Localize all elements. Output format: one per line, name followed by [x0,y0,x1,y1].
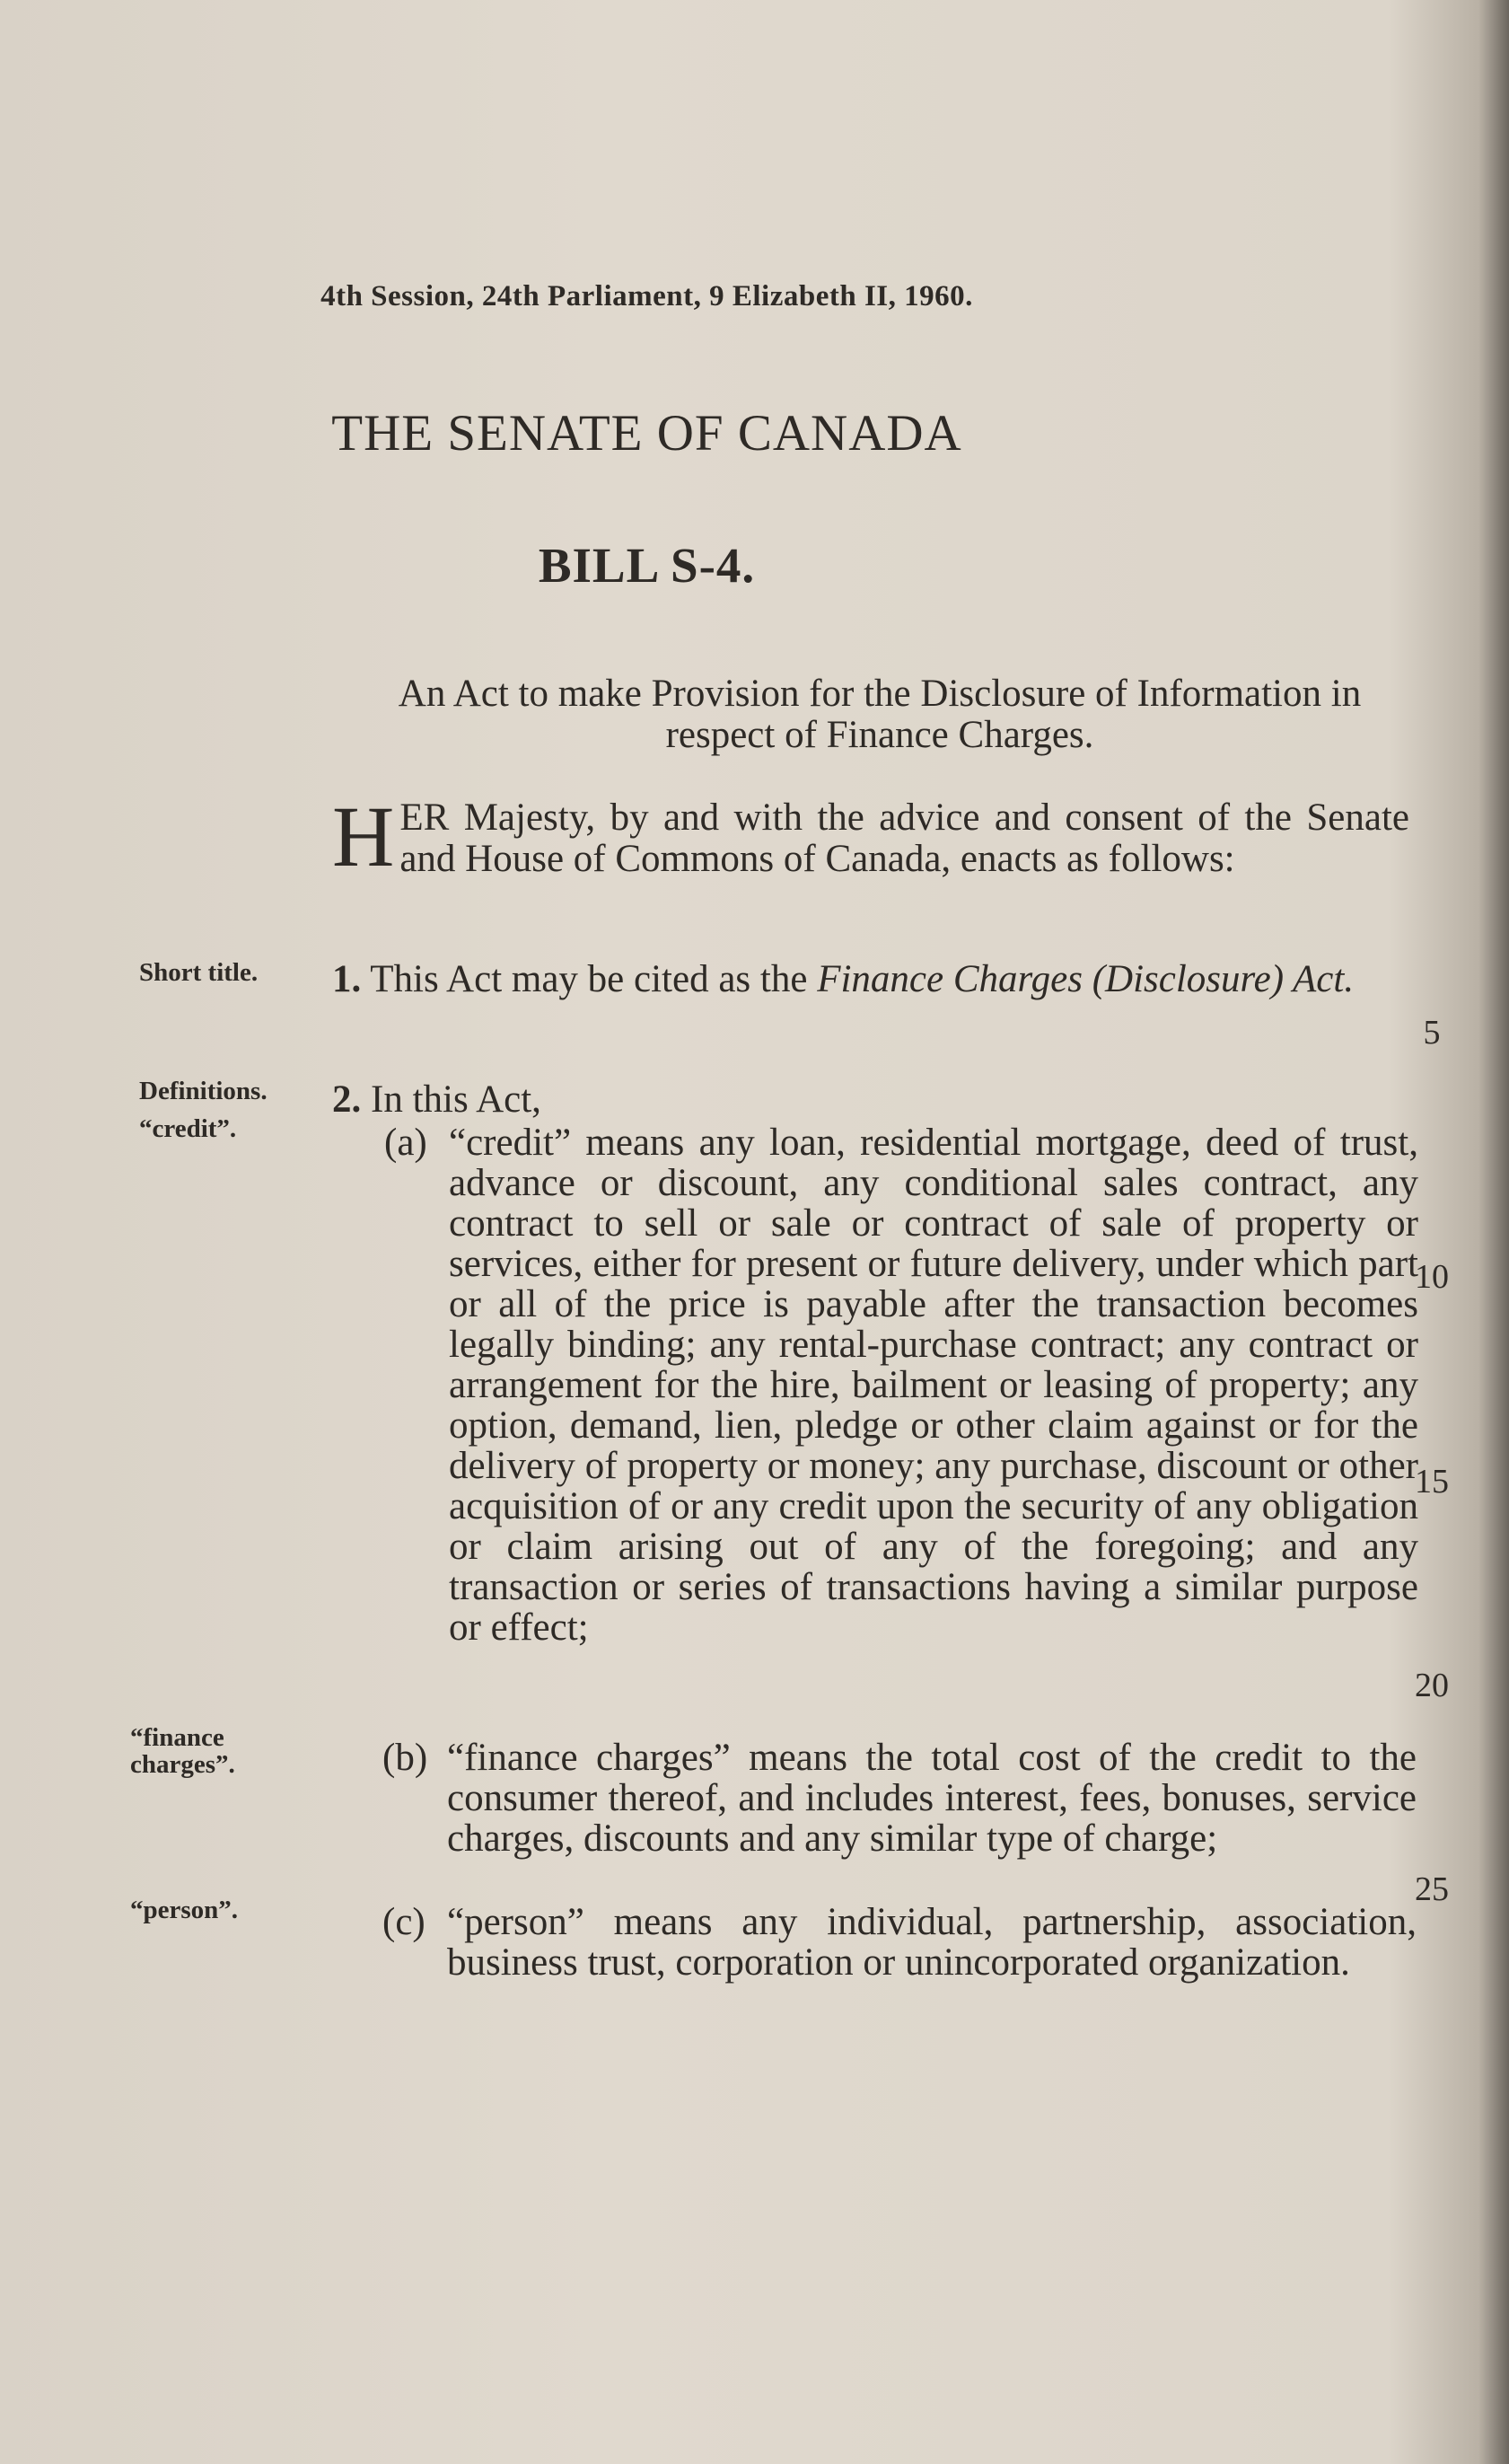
definition-credit [384,1122,1418,1649]
margin-note-person: “person”. [130,1896,239,1924]
margin-note-definitions: Definitions. [139,1077,268,1105]
short-title-italic: Finance Charges (Disclosure) Act. [817,958,1355,1000]
house-title: THE SENATE OF CANADA [331,405,962,462]
definition-text: “person” means any individual, partnership, association, business trust, corporation or unincorporated organization. [447,1901,1417,1984]
definition-person [382,1901,1417,1984]
section-1 [332,959,1405,999]
margin-note-line: “finance [130,1723,224,1752]
margin-note-short-title: Short title. [139,958,259,987]
act-long-title: An Act to make Provision for the Disclosure of Information in respect of Finance Charges. [398,673,1362,756]
section-number: 2. [332,1078,362,1121]
margin-note-line: charges”. [130,1750,235,1779]
para-label: (c) [382,1901,426,1943]
line-number: 20 [1415,1667,1449,1704]
line-number: 15 [1415,1463,1449,1500]
margin-note-credit: “credit”. [139,1114,237,1143]
definition-text: “credit” means any loan, residential mortgage, deed of trust, advance or discount, any conditional sales contract, any contract to sell or sale or contract of sale of property or services, either for present or future delivery, under which part or all of the price is payable after the transaction becomes legally binding; any rental-purchase contract; any contract or arrangement for the hire, bailment or leasing of property; any option, demand, lien, pledge or other claim against or for the delivery of property or money; any purchase, discount or other acquisition of or any credit upon the security of any obligation or claim arising out of any of the foregoing; and any transaction or series of transactions having a similar purpose or effect; [449,1122,1418,1649]
para-label: (b) [382,1737,428,1779]
line-number: 10 [1415,1258,1449,1296]
bill-number: BILL S-4. [538,538,756,593]
definition-text: “finance charges” means the total cost of the credit to the consumer thereof, and includes interest, fees, bonuses, service charges, discounts and any similar type of charge; [447,1737,1417,1860]
definition-finance-charges [382,1737,1417,1860]
session-line: 4th Session, 24th Parliament, 9 Elizabeth II, 1960. [320,280,973,312]
line-number: 25 [1415,1870,1449,1908]
enacting-text: ER Majesty, by and with the advice and consent of the Senate and House of Commons of Canada, enacts as follows: [399,796,1409,880]
section-2-intro [332,1079,1405,1120]
drop-cap: H [332,788,395,884]
section-text: This Act may be cited as the [370,958,808,1000]
para-label: (a) [384,1122,427,1164]
margin-note-finance-charges [130,1724,235,1778]
section-number: 1. [332,958,362,1000]
section-text: In this Act, [371,1078,541,1121]
enacting-clause [332,788,1409,884]
line-number: 5 [1423,1014,1441,1052]
